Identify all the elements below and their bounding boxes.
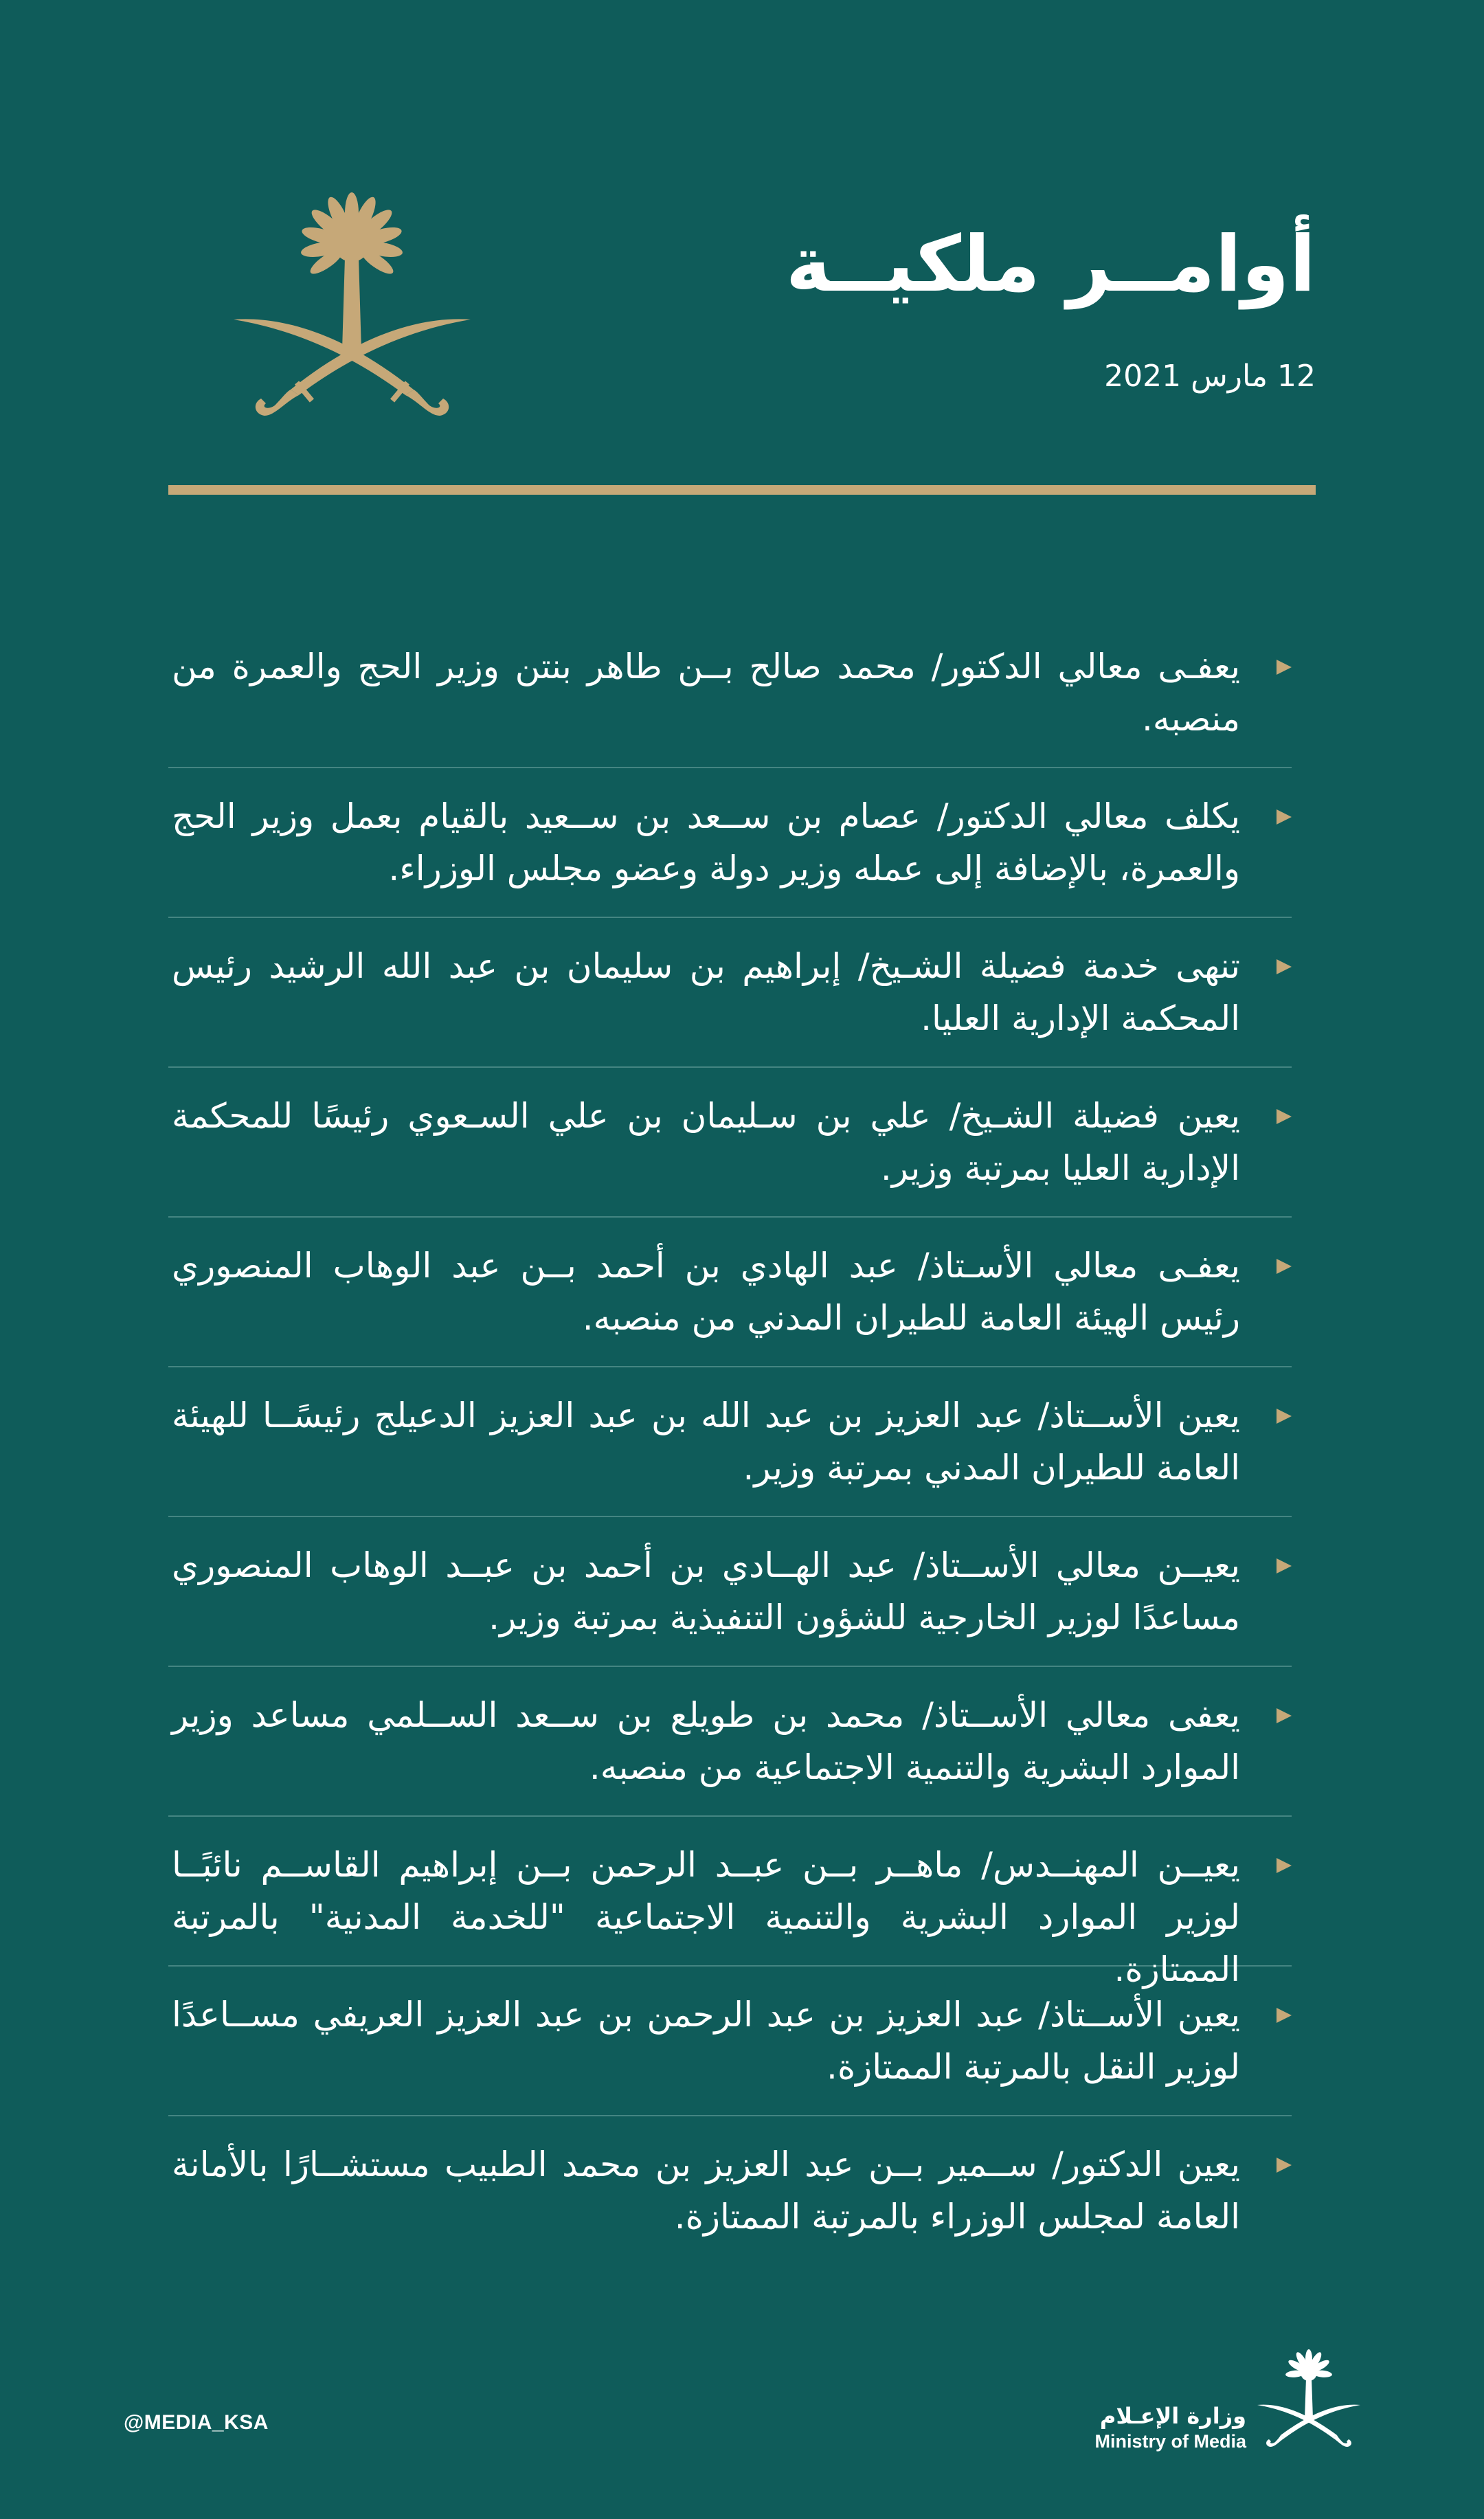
triangle-bullet-icon <box>1277 660 1292 675</box>
orders-list <box>168 618 1292 2266</box>
order-item <box>168 1367 1292 1517</box>
triangle-bullet-icon <box>1277 1409 1292 1424</box>
order-item <box>168 1218 1292 1367</box>
triangle-bullet-icon <box>1277 1558 1292 1574</box>
triangle-bullet-icon <box>1277 1109 1292 1124</box>
order-text: تنهى خدمة فضيلة الشـيخ/ إبراهيم بن سليمان بن عبد الله الرشيد رئيس المحكمة الإدارية العليا. <box>172 946 1240 1038</box>
order-item <box>168 1967 1292 2116</box>
order-item <box>168 1817 1292 1989</box>
social-handle: @MEDIA_KSA <box>124 2411 269 2434</box>
ministry-emblem-icon <box>1257 2347 1360 2450</box>
triangle-bullet-icon <box>1277 1708 1292 1723</box>
order-item <box>168 618 1292 768</box>
order-item <box>168 768 1292 918</box>
triangle-bullet-icon <box>1277 809 1292 825</box>
order-text: يكلف معالي الدكتور/ عصام بن ســعد بن ســعيد بالقيام بعمل وزير الحج والعمرة، بالإضافة إلى عمله وزير دولة وعضو مجلس الوزراء. <box>172 796 1240 888</box>
order-item <box>168 918 1292 1068</box>
header-divider <box>168 485 1316 495</box>
triangle-bullet-icon <box>1277 2158 1292 2173</box>
order-text: يعين الأســتاذ/ عبد العزيز بن عبد الرحمن بن عبد العزيز العريفي مســاعدًا لوزير النقل بالمرتبة الممتازة. <box>172 1995 1240 2087</box>
order-text: يعفـى معالي الأسـتاذ/ عبد الهادي بن أحمد بــن عبد الوهاب المنصوري رئيس الهيئة العامة للطيران المدني من منصبه. <box>172 1246 1240 1338</box>
order-text: يعيــن معالي الأســتاذ/ عبد الهــادي بن أحمد بن عبــد الوهاب المنصوري مساعدًا لوزير الخارجية للشؤون التنفيذية بمرتبة وزير. <box>172 1545 1240 1637</box>
date-label: 12 مارس 2021 <box>1104 359 1316 394</box>
order-text: يعين الدكتور/ ســمير بــن عبد العزيز بن محمد الطبيب مستشــارًا بالأمانة العامة لمجلس الوزراء بالمرتبة الممتازة. <box>172 2145 1240 2237</box>
triangle-bullet-icon <box>1277 1259 1292 1274</box>
triangle-bullet-icon <box>1277 1858 1292 1873</box>
order-text: يعين فضيلة الشـيخ/ علي بن سـليمان بن علي السـعوي رئيسًا للمحكمة الإدارية العليا بمرتبة وزير. <box>172 1096 1240 1188</box>
order-item <box>168 2116 1292 2266</box>
ministry-name-english: Ministry of Media <box>1094 2431 1246 2452</box>
triangle-bullet-icon <box>1277 2008 1292 2023</box>
ministry-logo-block <box>1072 2347 1360 2450</box>
triangle-bullet-icon <box>1277 959 1292 974</box>
order-item <box>168 1517 1292 1667</box>
order-item <box>168 1068 1292 1218</box>
page-title: أوامــر ملكيــة <box>785 220 1316 309</box>
order-item <box>168 1667 1292 1817</box>
order-text: يعفى معالي الأســتاذ/ محمد بن طويلع بن ســعد الســلمي مساعد وزير الموارد البشرية والتنمية الاجتماعية من منصبه. <box>172 1695 1240 1787</box>
ministry-name-arabic: وزارة الإعـلام <box>1099 2403 1246 2429</box>
order-text: يعيــن المهنــدس/ ماهــر بــن عبــد الرحمن بــن إبراهيم القاســم نائبًــا لوزير الموارد البشرية والتنمية الاجتماعية "للخدمة المدنية" بالمرتبة الممتازة. <box>172 1845 1240 1989</box>
order-text: يعفـى معالي الدكتور/ محمد صالح بــن طاهر بنتن وزير الحج والعمرة من منصبه. <box>172 647 1240 739</box>
order-text: يعين الأســتاذ/ عبد العزيز بن عبد الله بن عبد العزيز الدعيلج رئيسًــا للهيئة العامة للطيران المدني بمرتبة وزير. <box>172 1396 1240 1488</box>
saudi-emblem-icon <box>234 189 471 423</box>
